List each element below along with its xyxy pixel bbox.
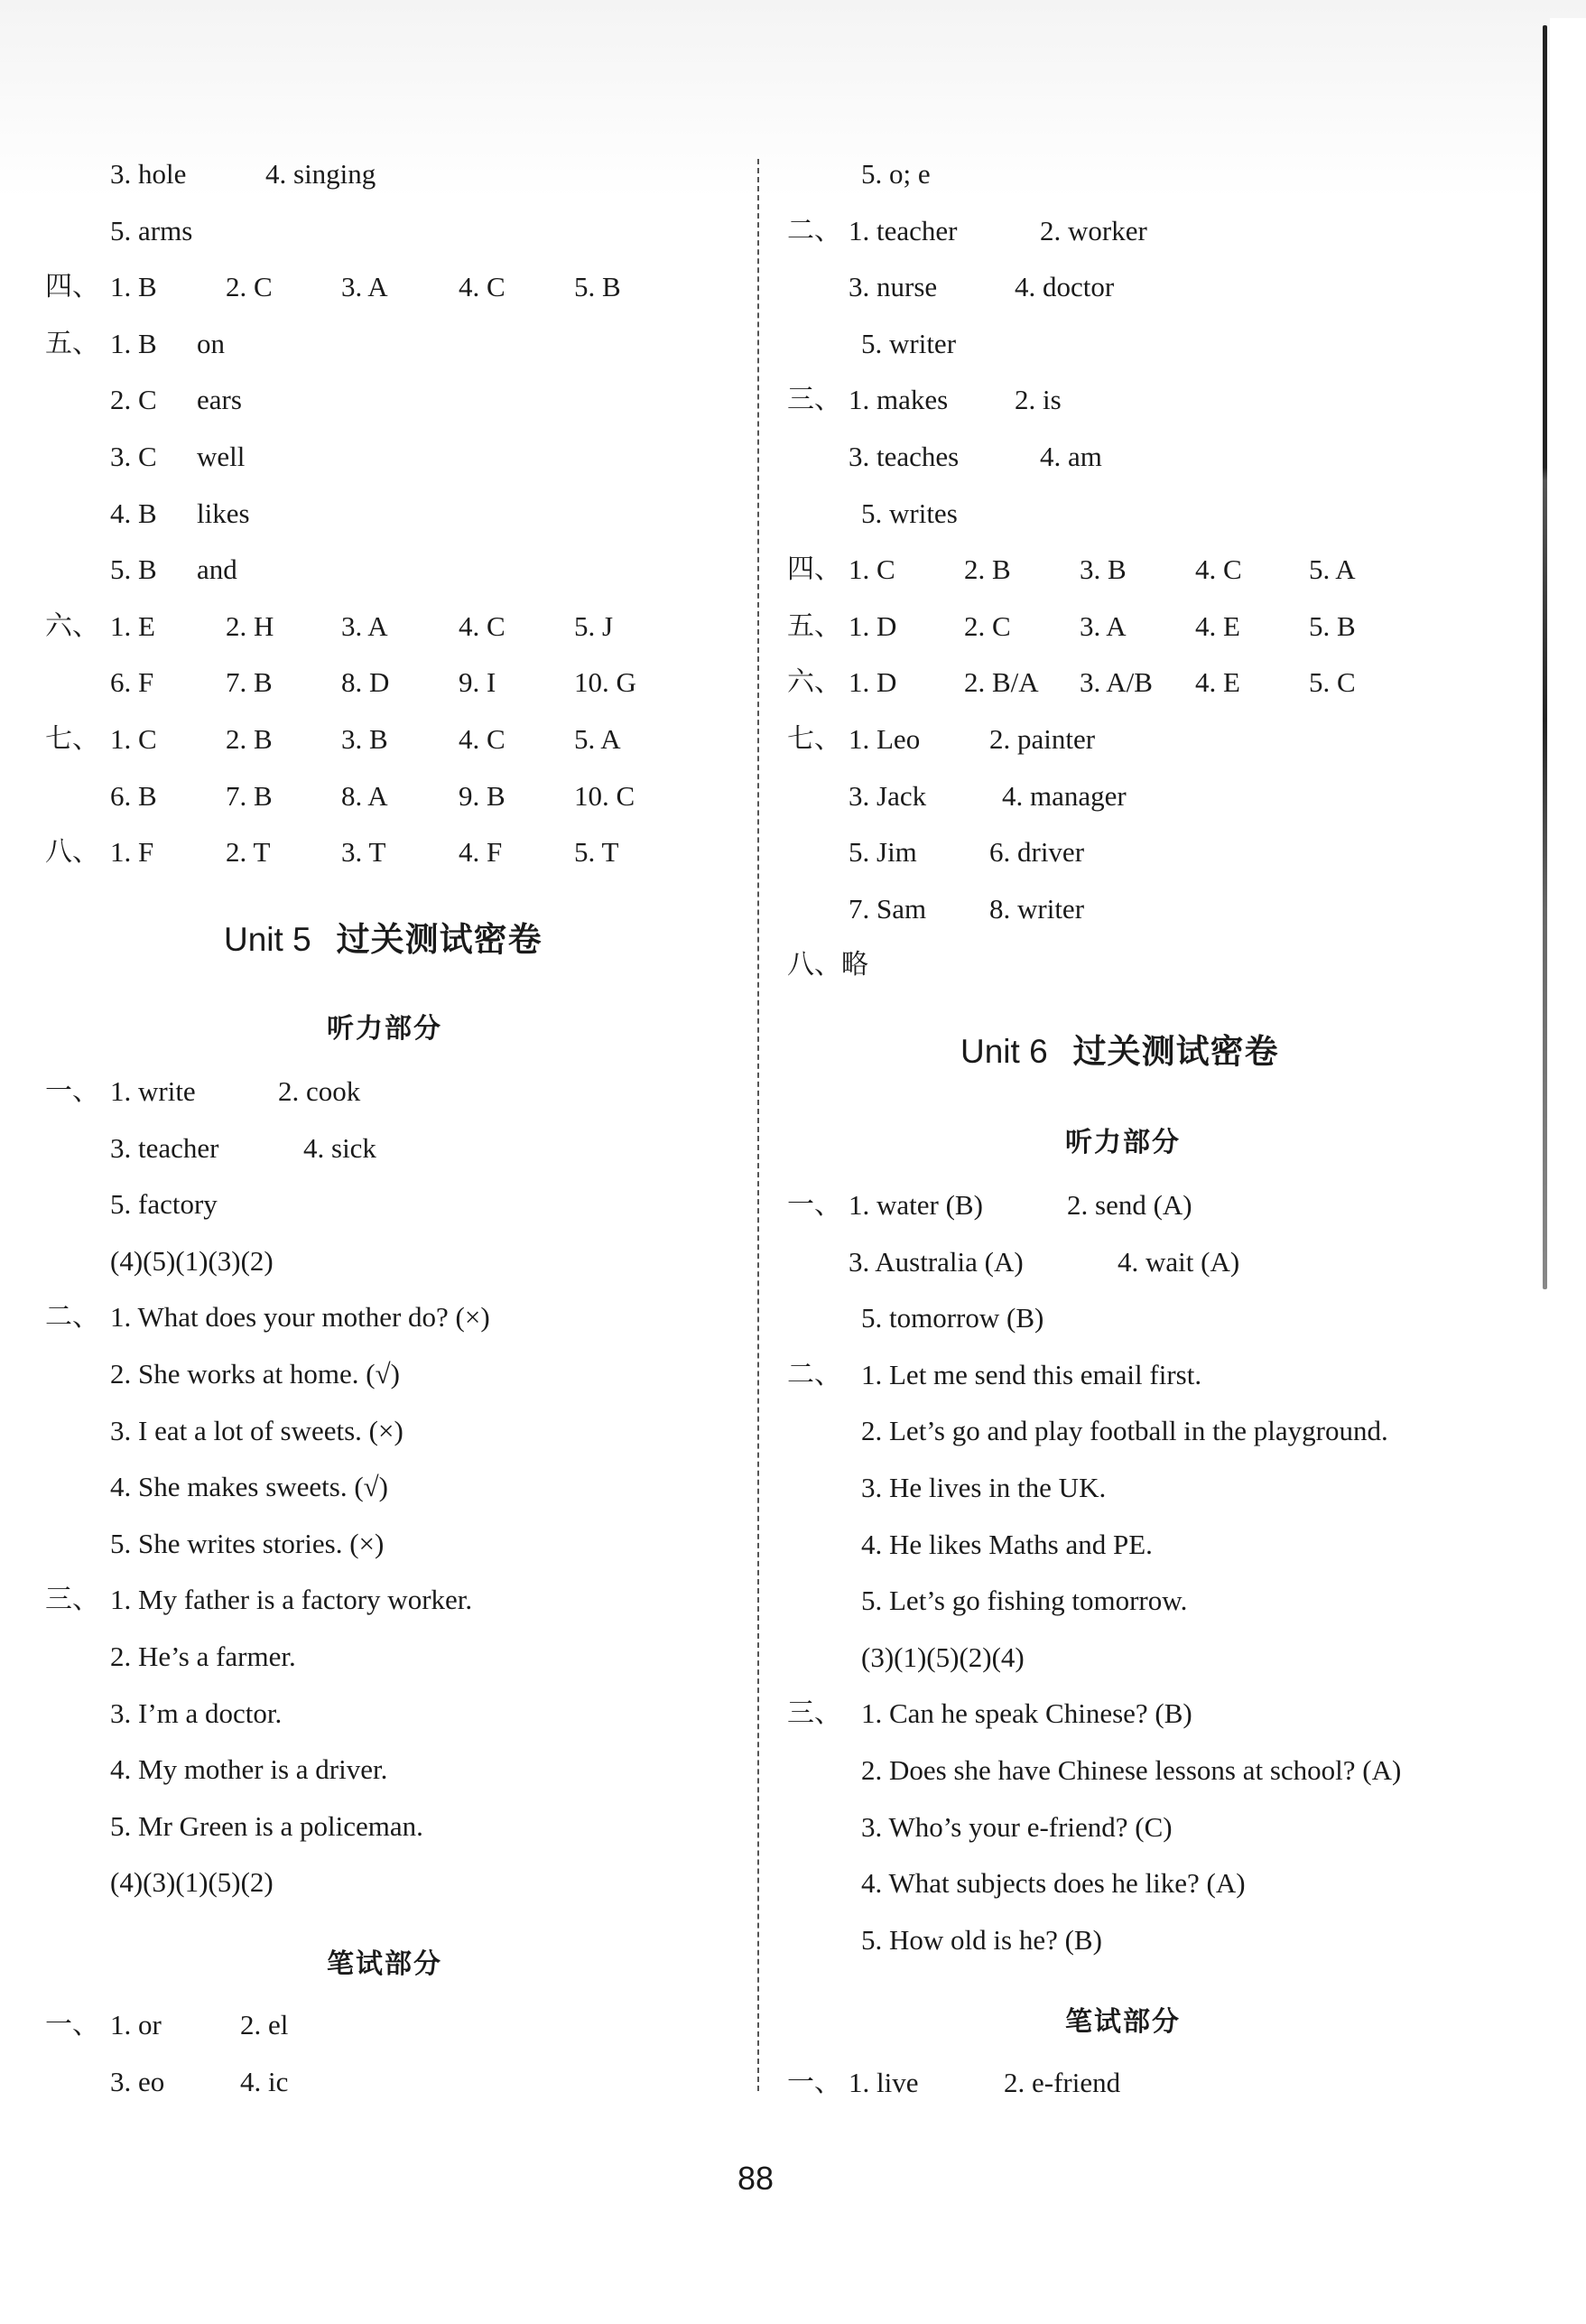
answer-item: 4. sick [303,1131,376,1164]
answer-item: 5. B [1309,609,1356,642]
answer-item: 2. C [964,609,1011,642]
answer-item: 5. A [574,723,621,755]
answer-item: 3. B [341,723,388,755]
answer-item: 1. F [110,836,154,869]
left-answer-line [0,1403,722,1459]
answer-item: 1. makes [849,384,949,416]
left-answer-line [0,1686,722,1742]
section-number: 一、 [787,1189,841,1221]
answer-item: 1. E [110,609,155,642]
right-answer-line [751,1743,1473,1799]
unit-number: Unit 6 [960,1033,1048,1070]
left-answer-line [0,1629,722,1685]
answer-item: 4. B [110,497,157,529]
section-number: 二、 [45,1301,99,1334]
section-number: 八、 [45,836,99,869]
answer-item: 3. eo [110,2065,165,2097]
right-answer-line [751,1460,1473,1516]
answer-item: 1. teacher [849,214,958,246]
answer-item: 8. writer [989,892,1085,925]
answer-item: 4. am [1040,441,1102,472]
answer-item: 9. B [459,779,505,812]
answer-item: 3. A/B [1080,666,1153,699]
right-answer-line [751,824,1473,880]
answer-item: 5. A [1309,553,1356,586]
right-answer-line [751,2055,1473,2111]
section-number: 三、 [45,1584,99,1616]
left-answer-line [0,599,722,655]
answer-item: 3. hole [110,158,187,190]
section-number: 一、 [45,2009,99,2040]
section-number: 五、 [787,609,841,642]
answer-item: 2. worker [1040,214,1147,246]
answer-item: 1. live [849,2067,919,2098]
left-answer-line [0,429,722,485]
answer-item: 4. doctor [1015,271,1115,303]
answer-item: 5. Let’s go fishing tomorrow. [861,1585,1188,1617]
answer-item: 4. C [459,723,505,755]
answer-item: 5. B [110,553,157,586]
answer-item: 8. D [341,666,390,699]
left-answer-line [0,1855,722,1910]
right-answer-line [751,1855,1473,1911]
answer-item: 3. Australia (A) [849,1245,1024,1278]
answer-item: 6. F [110,666,154,699]
answer-item: 2. el [240,2009,289,2040]
answer-item: 1. What does your mother do? (×) [110,1301,490,1334]
section-number: 八、略 [787,949,868,981]
answer-item: 4. My mother is a driver. [110,1753,388,1786]
answer-item: well [197,441,246,472]
left-column [0,0,722,2324]
answer-item: likes [197,497,250,529]
answer-item: 4. ic [240,2065,289,2097]
right-answer-line [751,259,1473,315]
answer-item: 5. B [574,271,621,303]
answer-item: 4. C [1195,553,1242,586]
answer-item: 3. A [341,609,388,642]
left-answer-line [0,1064,722,1120]
left-answer-line [0,372,722,428]
right-answer-line [751,203,1473,259]
answer-item: 1. Leo [849,723,921,755]
left-answer-line [0,1120,722,1176]
unit-title-chinese: 过关测试密卷 [336,920,543,959]
answer-item: 2. Does she have Chinese lessons at school? (A) [861,1754,1402,1786]
right-answer-line [751,146,1473,202]
page-number: 88 [737,2160,774,2197]
right-answer-line [751,1573,1473,1629]
answer-item: 4. wait (A) [1118,1245,1240,1278]
unit-title-chinese: 过关测试密卷 [1072,1032,1279,1071]
answer-item: 1. write [110,1075,196,1107]
right-answer-line [751,1177,1473,1233]
left-answer-line [0,768,722,824]
right-answer-line [751,1347,1473,1403]
answer-item: 4. She makes sweets. (√) [110,1471,389,1503]
answer-item: 2. She works at home. (√) [110,1358,400,1390]
answer-item: 1. D [849,609,897,642]
answer-item: 5. C [1309,666,1356,699]
answer-item: 1. C [110,723,157,755]
answer-item: 2. H [226,609,274,642]
answer-item: (4)(5)(1)(3)(2) [110,1244,274,1277]
section-number: 六、 [787,666,841,699]
answer-item: 5. How old is he? (B) [861,1923,1102,1956]
answer-item: 6. driver [989,836,1085,869]
answer-item: 2. is [1015,384,1062,416]
answer-item: 2. send (A) [1067,1189,1192,1221]
answer-item: 3. teacher [110,1131,219,1164]
right-answer-line [751,599,1473,655]
right-answer-line [751,655,1473,711]
answer-item: 5. tomorrow (B) [861,1302,1044,1334]
answer-item: 5. writes [861,497,958,529]
answer-item: 4. He likes Maths and PE. [861,1528,1153,1560]
page-edge [1550,18,1586,2324]
section-number: 二、 [787,214,841,246]
answer-item: 4. C [459,609,505,642]
answer-item: 4. manager [1002,779,1127,812]
left-answer-line [0,203,722,259]
answer-item: 3. C [110,441,157,472]
left-answer-line [0,2054,722,2110]
section-number: 四、 [45,271,99,303]
right-answer-line [751,1799,1473,1855]
answer-item: 7. B [226,779,273,812]
answer-item: 10. G [574,666,636,699]
answer-item: 5. T [574,836,619,869]
right-column [751,0,1473,2324]
left-answer-line [0,1289,722,1345]
answer-item: 4. F [459,836,503,869]
right-answer-line [751,1517,1473,1573]
left-answer-line [0,1459,722,1515]
right-answer-line [751,316,1473,372]
right-answer-line [751,937,1473,993]
answer-item: 1. water (B) [849,1189,983,1221]
right-answer-line [751,542,1473,598]
answer-item: 3. B [1080,553,1127,586]
answer-item: 5. She writes stories. (×) [110,1527,385,1559]
answer-item: 3. Jack [849,779,927,812]
section-number: 三、 [787,384,841,416]
answer-item: 1. D [849,666,897,699]
section-number: 七、 [787,723,841,755]
answer-item: 4. E [1195,609,1240,642]
section-number: 一、 [787,2067,841,2098]
section-number: 四、 [787,553,841,586]
right-answer-line [751,768,1473,824]
answer-item: 3. I’m a doctor. [110,1697,283,1729]
answer-item: 2. He’s a farmer. [110,1641,296,1672]
answer-item: on [197,327,225,359]
left-answer-line [0,655,722,711]
answer-item: 1. B [110,327,157,359]
left-answer-line [0,1346,722,1402]
answer-item: 7. Sam [849,892,927,925]
answer-item: 5. arms [110,214,193,246]
listening-section-heading: 听力部分 [327,1013,442,1045]
left-answer-line [0,1799,722,1855]
answer-item: (4)(3)(1)(5)(2) [110,1866,274,1899]
answer-item: 3. A [1080,609,1127,642]
answer-item: 5. factory [110,1188,218,1221]
answer-item: 1. Can he speak Chinese? (B) [861,1697,1192,1730]
answer-item: 2. B [226,723,273,755]
answer-item: 2. B/A [964,666,1039,699]
answer-item: 2. e-friend [1004,2067,1121,2098]
answer-item: 3. teaches [849,441,960,472]
answer-item: 2. Let’s go and play football in the playground. [861,1415,1388,1447]
left-answer-line [0,1742,722,1798]
left-answer-line [0,1516,722,1572]
answer-item: 3. I eat a lot of sweets. (×) [110,1414,403,1446]
answer-item: 2. T [226,836,271,869]
answer-item: 2. painter [989,723,1096,755]
answer-item: 4. C [459,271,505,303]
answer-item: 6. B [110,779,157,812]
answer-item: ears [197,384,242,416]
unit-title [960,1024,1279,1073]
left-answer-line [0,824,722,880]
answer-item: 9. I [459,666,496,699]
answer-item: 1. My father is a factory worker. [110,1584,473,1616]
answer-item: 2. C [110,384,157,416]
answer-item: 1. Let me send this email first. [861,1358,1202,1390]
section-number: 一、 [45,1075,99,1107]
answer-item: 2. cook [278,1075,361,1107]
answer-item: 5. o; e [861,158,931,190]
answer-item: 5. Mr Green is a policeman. [110,1809,423,1842]
listening-section-heading: 听力部分 [1065,1127,1181,1158]
right-answer-line [751,1686,1473,1742]
left-answer-line [0,486,722,542]
answer-item: 2. B [964,553,1011,586]
left-answer-line [0,711,722,767]
unit-title [224,912,543,961]
written-section-heading: 笔试部分 [327,1948,442,1980]
answer-item: 1. C [849,553,895,586]
answer-item: 5. writer [861,327,957,359]
section-number: 二、 [787,1358,841,1390]
answer-item: 4. What subjects does he like? (A) [861,1867,1246,1900]
answer-item: (3)(1)(5)(2)(4) [861,1641,1025,1673]
unit-number: Unit 5 [224,921,311,958]
answer-item: 3. T [341,836,386,869]
answer-item: 1. B [110,271,157,303]
answer-item: 1. or [110,2009,162,2040]
section-number: 三、 [787,1697,841,1730]
right-answer-line [751,486,1473,542]
binding-edge-line [1543,25,1547,1289]
answer-item: 2. C [226,271,273,303]
answer-item: 10. C [574,779,635,812]
right-answer-line [751,881,1473,937]
right-answer-line [751,1630,1473,1686]
left-answer-line [0,1572,722,1628]
answer-item: 3. He lives in the UK. [861,1472,1107,1503]
left-answer-line [0,1997,722,2053]
left-answer-line [0,1176,722,1232]
answer-item: 5. J [574,609,614,642]
right-answer-line [751,429,1473,485]
written-section-heading: 笔试部分 [1065,2006,1181,2038]
right-answer-line [751,372,1473,428]
right-answer-line [751,1234,1473,1290]
section-number: 五、 [45,327,99,359]
right-answer-line [751,1403,1473,1459]
answer-item: 8. A [341,779,388,812]
left-answer-line [0,542,722,598]
right-answer-line [751,1290,1473,1346]
answer-item: 3. Who’s your e-friend? (C) [861,1810,1173,1843]
section-number: 六、 [45,609,99,642]
right-answer-line [751,711,1473,767]
answer-item: 5. Jim [849,836,917,869]
answer-item: 3. A [341,271,388,303]
answer-item: 4. singing [265,158,376,190]
answer-item: 7. B [226,666,273,699]
answer-item: 3. nurse [849,271,938,303]
left-answer-line [0,1233,722,1289]
left-answer-line [0,316,722,372]
right-answer-line [751,1912,1473,1968]
answer-item: 4. E [1195,666,1240,699]
left-answer-line [0,259,722,315]
answer-item: and [197,553,237,586]
left-answer-line [0,146,722,202]
section-number: 七、 [45,723,99,755]
